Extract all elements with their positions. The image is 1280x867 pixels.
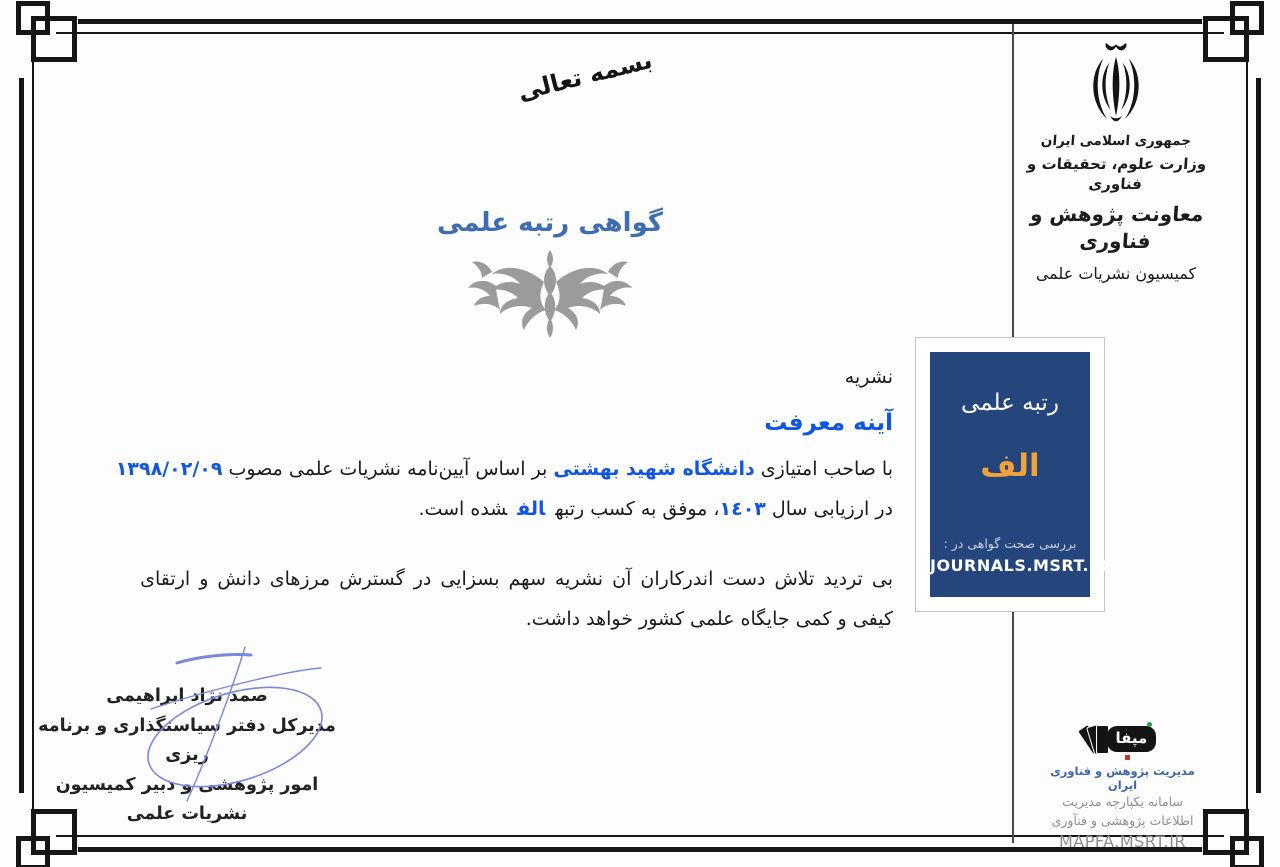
frame-line-top-inner <box>56 32 1224 34</box>
mapfa-block <box>1040 722 1205 851</box>
closing-line-1: بی تردید تلاش دست اندرکاران آن نشریه سهم بسزایی در گسترش مرزهای دانش و ارتقای <box>140 568 893 590</box>
body-text: بر اساس آیین‌نامه نشریات علمی مصوب <box>222 458 554 480</box>
badge-verify-url: JOURNALS.MSRT.IR <box>930 556 1109 575</box>
signer-role-3: نشریات علمی <box>126 804 248 824</box>
approval-date: ١٣٩٨/٠٢/٠٩ <box>115 458 223 480</box>
frame-line-bottom-outer <box>78 847 1202 852</box>
frame-line-right-outer <box>1256 78 1261 793</box>
badge-verify-label: بررسی صحت گواهی در : <box>943 536 1077 551</box>
gov-country-line: جمهوری اسلامی ایران <box>1040 133 1192 149</box>
signer-name: صمد نژاد ابراهیمی <box>106 686 268 706</box>
body-line-owner <box>116 458 893 480</box>
arabesque-ornament-icon <box>462 248 638 340</box>
gov-ministry-line: وزارت علوم، تحقیقات و فناوری <box>1026 155 1207 194</box>
frame-corner-top-left <box>0 0 85 75</box>
gov-commission-line: کمیسیون نشریات علمی <box>1035 263 1197 283</box>
frame-line-top-outer <box>78 19 1202 24</box>
signature-block <box>22 682 352 830</box>
government-header <box>1020 42 1212 284</box>
rank-badge <box>930 352 1109 597</box>
body-text: با صاحب امتیازی <box>754 458 893 480</box>
journal-name: آینه معرفت <box>764 410 893 436</box>
body-text: شده است. <box>418 498 508 520</box>
journal-label: نشریه <box>844 366 893 388</box>
body-text: در ارزیابی سال <box>765 498 893 520</box>
mapfa-system-line-2: اطلاعات پژوهشی و فنآوری <box>1051 812 1194 828</box>
badge-rank-value: الف <box>980 448 1040 484</box>
iran-emblem-icon <box>1079 42 1153 128</box>
rank-value-inline: الف <box>517 498 546 520</box>
evaluation-year: ١٤٠٣ <box>719 498 766 520</box>
certificate-title: گواهی رتبه علمی <box>437 208 663 238</box>
mapfa-system-line-1: سامانه یکپارچه مدیریت <box>1062 794 1183 809</box>
body-text: ، موفق به کسب رتبه <box>555 498 720 520</box>
mapfa-logo-icon <box>1081 722 1165 762</box>
signer-role-2: امور پژوهشی و دبیر کمیسیون <box>55 774 319 795</box>
body-line-rank <box>418 498 893 520</box>
closing-line-2: کیفی و کمی جایگاه علمی کشور خواهد داشت. <box>525 608 893 630</box>
journal-owner: دانشگاه شهید بهشتی <box>553 458 755 480</box>
frame-line-right-inner <box>1246 56 1248 815</box>
frame-corner-bottom-right <box>1195 796 1280 867</box>
badge-rank-label: رتبه علمی <box>961 390 1059 416</box>
mapfa-org-line: مدیریت پژوهش و فناوری ایران <box>1050 764 1195 792</box>
mapfa-green-dot <box>1147 722 1152 727</box>
mapfa-logo-text: مپفا <box>1107 726 1157 752</box>
rank-badge-card <box>915 337 1109 612</box>
signer-role-1: مدیرکل دفتر سیاستگذاری و برنامه ریزی <box>38 715 336 765</box>
mapfa-url: MAPFA.MSRT.IR <box>1058 832 1187 851</box>
mapfa-red-dot <box>1125 755 1130 760</box>
gov-deputy-line: معاونت پژوهش و فناوری <box>1029 201 1205 253</box>
bismillah-calligraphy: بسمه تعالی <box>514 45 655 107</box>
